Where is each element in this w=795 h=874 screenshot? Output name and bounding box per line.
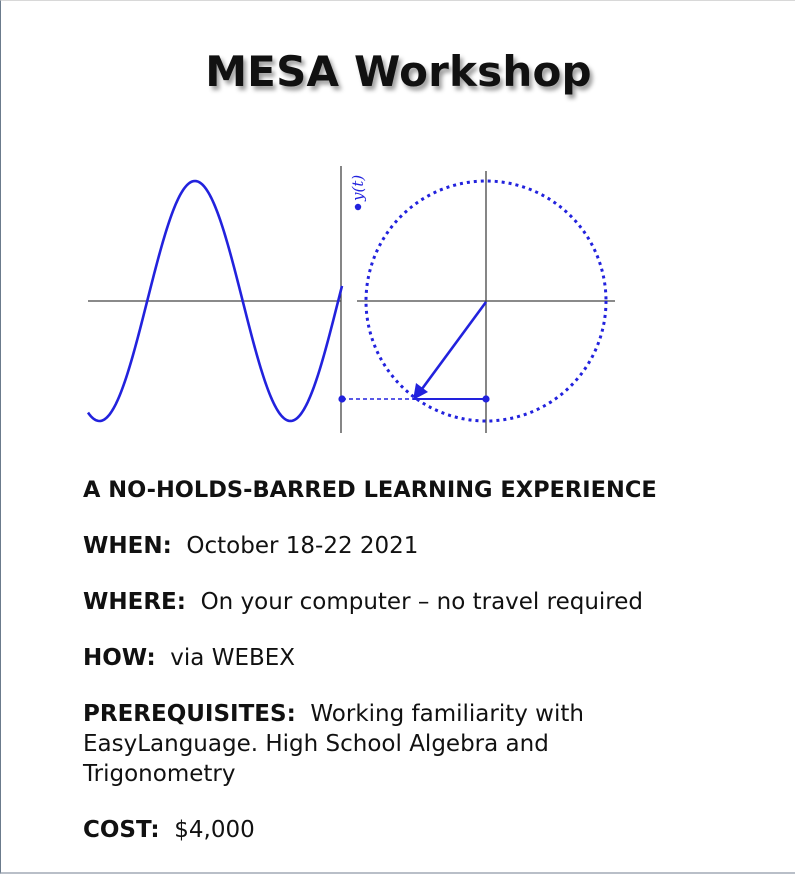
cost-row [83, 815, 723, 845]
cost-label: COST: [83, 817, 160, 843]
circle-center-projection-dot [482, 395, 489, 402]
when-row [83, 531, 723, 561]
where-label: WHERE: [83, 589, 186, 615]
page-title: MESA Workshop [205, 47, 592, 96]
y-axis-label: y(t) [349, 174, 367, 201]
when-label: WHEN: [83, 533, 172, 559]
wave-endpoint-dot [338, 395, 345, 402]
cost-value: $4,000 [174, 817, 255, 843]
prerequisites-value-line1: Working familiarity with [310, 701, 584, 727]
how-row [83, 643, 723, 673]
prerequisites-value-line2: EasyLanguage. High School Algebra and [83, 731, 549, 757]
when-value: October 18-22 2021 [186, 533, 419, 559]
radius-vector [419, 302, 486, 393]
where-value: On your computer – no travel required [200, 589, 644, 615]
event-details [83, 475, 723, 871]
how-value: via WEBEX [170, 645, 296, 671]
legend-dot-icon [355, 204, 361, 210]
how-label: HOW: [83, 645, 156, 671]
sine-circle-figure [83, 161, 623, 436]
prerequisites-label: PREREQUISITES: [83, 701, 296, 727]
prerequisites-row [83, 699, 723, 789]
tagline: A NO-HOLDS-BARRED LEARNING EXPERIENCE [83, 477, 657, 503]
where-row [83, 587, 723, 617]
prerequisites-value-line3: Trigonometry [83, 761, 236, 787]
